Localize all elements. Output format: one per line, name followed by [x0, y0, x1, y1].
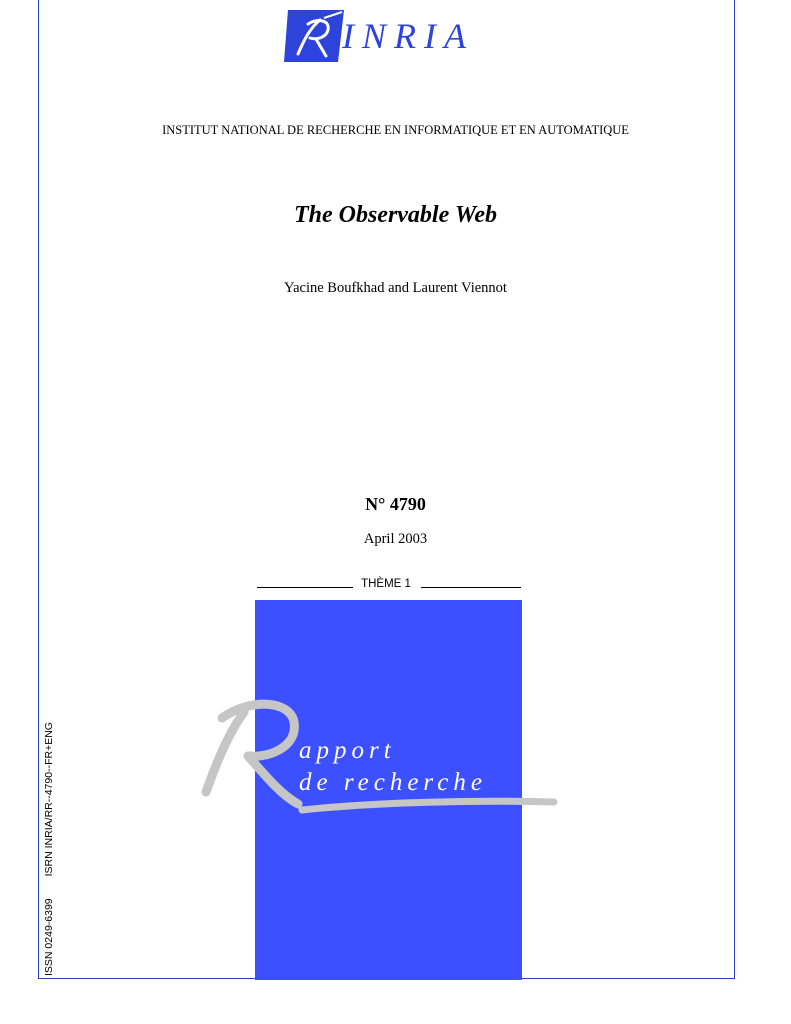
report-date: April 2003	[363, 531, 428, 547]
institute-name: INSTITUT NATIONAL DE RECHERCHE EN INFORMATIQUE ET EN AUTOMATIQUE	[162, 123, 629, 137]
inria-logo-text: INRIA	[342, 16, 474, 56]
side-identifiers	[41, 676, 57, 976]
theme-rule-right	[421, 587, 521, 588]
theme-label: THÈME 1	[361, 578, 411, 590]
report-title: The Observable Web	[293, 202, 498, 228]
recherche-words: de recherche	[299, 769, 487, 796]
isrn-text: ISRN INRIA/RR--4790--FR+ENG	[43, 722, 55, 877]
issn-text: ISSN 0249-6399	[43, 898, 55, 976]
authors: Yacine Boufkhad and Laurent Viennot	[284, 280, 507, 296]
theme-rule-left	[257, 587, 353, 588]
rapport-word: apport	[299, 737, 396, 764]
report-number: N° 4790	[365, 494, 426, 514]
